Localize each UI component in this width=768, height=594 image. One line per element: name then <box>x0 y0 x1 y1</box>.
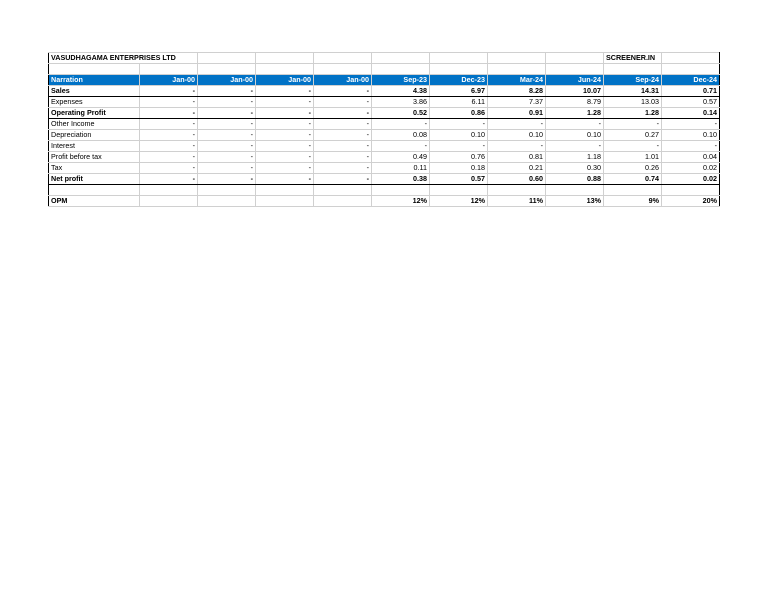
value-cell[interactable]: 0.14 <box>662 108 720 119</box>
narration-header[interactable]: Narration <box>49 75 140 86</box>
row-label[interactable]: Expenses <box>49 97 140 108</box>
cell[interactable] <box>662 185 720 196</box>
source-label[interactable]: SCREENER.IN <box>604 53 662 64</box>
value-cell[interactable]: - <box>314 108 372 119</box>
cell[interactable] <box>430 185 488 196</box>
cell[interactable] <box>198 64 256 75</box>
value-cell[interactable]: - <box>198 174 256 185</box>
value-cell[interactable]: 0.86 <box>430 108 488 119</box>
value-cell[interactable]: - <box>140 174 198 185</box>
table-row <box>49 130 720 141</box>
value-cell[interactable]: 0.10 <box>430 130 488 141</box>
value-cell[interactable]: 0.71 <box>662 86 720 97</box>
table-row <box>49 97 720 108</box>
value-cell[interactable]: - <box>314 141 372 152</box>
cell[interactable] <box>662 64 720 75</box>
value-cell[interactable]: 1.18 <box>546 152 604 163</box>
period-header[interactable]: Sep-23 <box>372 75 430 86</box>
cell[interactable] <box>604 185 662 196</box>
value-cell[interactable]: 1.28 <box>604 108 662 119</box>
value-cell[interactable]: - <box>314 174 372 185</box>
table-row <box>49 152 720 163</box>
value-cell[interactable]: - <box>140 119 198 130</box>
value-cell[interactable]: 10.07 <box>546 86 604 97</box>
row-label[interactable]: Profit before tax <box>49 152 140 163</box>
cell[interactable] <box>546 53 604 64</box>
value-cell[interactable]: 1.01 <box>604 152 662 163</box>
opm-value[interactable]: 9% <box>604 196 662 207</box>
value-cell[interactable]: 8.28 <box>488 86 546 97</box>
data-rows <box>49 86 720 185</box>
header-row <box>49 75 720 86</box>
value-cell[interactable]: 0.38 <box>372 174 430 185</box>
value-cell[interactable]: - <box>198 152 256 163</box>
value-cell[interactable]: 4.38 <box>372 86 430 97</box>
value-cell[interactable]: - <box>430 141 488 152</box>
value-cell[interactable]: - <box>198 86 256 97</box>
period-header[interactable]: Mar-24 <box>488 75 546 86</box>
cell[interactable] <box>488 64 546 75</box>
value-cell[interactable]: 6.11 <box>430 97 488 108</box>
value-cell[interactable]: 0.10 <box>546 130 604 141</box>
value-cell[interactable]: - <box>198 97 256 108</box>
cell[interactable] <box>314 53 372 64</box>
value-cell[interactable]: 0.74 <box>604 174 662 185</box>
value-cell[interactable]: - <box>372 119 430 130</box>
value-cell[interactable]: - <box>488 119 546 130</box>
value-cell[interactable]: - <box>256 141 314 152</box>
value-cell[interactable]: - <box>256 130 314 141</box>
cell[interactable] <box>256 53 314 64</box>
table-row <box>49 174 720 185</box>
value-cell[interactable]: 0.57 <box>662 97 720 108</box>
cell[interactable] <box>662 53 720 64</box>
value-cell[interactable]: - <box>256 86 314 97</box>
opm-value[interactable]: 12% <box>372 196 430 207</box>
cell[interactable] <box>198 185 256 196</box>
period-header[interactable]: Dec-24 <box>662 75 720 86</box>
value-cell[interactable]: - <box>314 97 372 108</box>
cell[interactable] <box>372 64 430 75</box>
period-header[interactable]: Sep-24 <box>604 75 662 86</box>
cell[interactable] <box>314 64 372 75</box>
value-cell[interactable]: - <box>662 119 720 130</box>
cell[interactable] <box>488 185 546 196</box>
value-cell[interactable]: 7.37 <box>488 97 546 108</box>
cell[interactable] <box>256 64 314 75</box>
row-label[interactable]: Sales <box>49 86 140 97</box>
value-cell[interactable]: - <box>488 141 546 152</box>
table-row <box>49 119 720 130</box>
period-header[interactable]: Jan-00 <box>256 75 314 86</box>
period-header[interactable]: Jan-00 <box>198 75 256 86</box>
row-label[interactable]: Interest <box>49 141 140 152</box>
value-cell[interactable]: - <box>314 152 372 163</box>
value-cell[interactable]: - <box>604 119 662 130</box>
value-cell[interactable]: - <box>604 141 662 152</box>
value-cell[interactable]: - <box>198 163 256 174</box>
value-cell[interactable]: - <box>140 163 198 174</box>
value-cell[interactable]: 3.86 <box>372 97 430 108</box>
row-label[interactable]: Depreciation <box>49 130 140 141</box>
value-cell[interactable]: 0.04 <box>662 152 720 163</box>
cell[interactable] <box>488 53 546 64</box>
period-header[interactable]: Jan-00 <box>140 75 198 86</box>
value-cell[interactable]: 0.49 <box>372 152 430 163</box>
value-cell[interactable]: 0.10 <box>662 130 720 141</box>
value-cell[interactable]: - <box>198 119 256 130</box>
value-cell[interactable]: 0.30 <box>546 163 604 174</box>
cell[interactable] <box>430 64 488 75</box>
opm-value[interactable] <box>198 196 256 207</box>
value-cell[interactable]: - <box>662 141 720 152</box>
value-cell[interactable]: 8.79 <box>546 97 604 108</box>
value-cell[interactable]: - <box>198 141 256 152</box>
value-cell[interactable]: - <box>198 130 256 141</box>
cell[interactable] <box>546 64 604 75</box>
opm-value[interactable] <box>314 196 372 207</box>
value-cell[interactable]: 0.26 <box>604 163 662 174</box>
cell[interactable] <box>430 53 488 64</box>
period-header[interactable]: Jun-24 <box>546 75 604 86</box>
value-cell[interactable]: 0.27 <box>604 130 662 141</box>
value-cell[interactable]: 0.52 <box>372 108 430 119</box>
table-row <box>49 108 720 119</box>
value-cell[interactable]: - <box>256 163 314 174</box>
value-cell[interactable]: 0.10 <box>488 130 546 141</box>
value-cell[interactable]: 0.08 <box>372 130 430 141</box>
value-cell[interactable]: 13.03 <box>604 97 662 108</box>
value-cell[interactable]: 0.88 <box>546 174 604 185</box>
cell[interactable] <box>256 185 314 196</box>
cell[interactable] <box>49 185 140 196</box>
value-cell[interactable]: - <box>140 86 198 97</box>
blank-row <box>49 64 720 75</box>
value-cell[interactable]: - <box>546 141 604 152</box>
value-cell[interactable]: - <box>198 108 256 119</box>
value-cell[interactable]: 0.57 <box>430 174 488 185</box>
value-cell[interactable]: 0.76 <box>430 152 488 163</box>
row-label[interactable]: Other Income <box>49 119 140 130</box>
cell[interactable] <box>49 64 140 75</box>
opm-value[interactable]: 20% <box>662 196 720 207</box>
opm-row <box>49 196 720 207</box>
value-cell[interactable]: 0.11 <box>372 163 430 174</box>
opm-label[interactable]: OPM <box>49 196 140 207</box>
value-cell[interactable]: - <box>140 97 198 108</box>
period-header[interactable]: Dec-23 <box>430 75 488 86</box>
value-cell[interactable]: - <box>256 119 314 130</box>
opm-value[interactable]: 13% <box>546 196 604 207</box>
cell[interactable] <box>372 185 430 196</box>
value-cell[interactable]: - <box>314 86 372 97</box>
title-row <box>49 53 720 64</box>
opm-value[interactable] <box>256 196 314 207</box>
value-cell[interactable]: 0.18 <box>430 163 488 174</box>
cell[interactable] <box>198 53 256 64</box>
value-cell[interactable]: 14.31 <box>604 86 662 97</box>
value-cell[interactable]: - <box>256 97 314 108</box>
cell[interactable] <box>140 185 198 196</box>
value-cell[interactable]: 1.28 <box>546 108 604 119</box>
cell[interactable] <box>314 185 372 196</box>
value-cell[interactable]: 0.91 <box>488 108 546 119</box>
cell[interactable] <box>546 185 604 196</box>
row-label[interactable]: Net profit <box>49 174 140 185</box>
value-cell[interactable]: - <box>140 130 198 141</box>
value-cell[interactable]: - <box>372 141 430 152</box>
value-cell[interactable]: - <box>314 119 372 130</box>
table-row <box>49 163 720 174</box>
cell[interactable] <box>140 64 198 75</box>
value-cell[interactable]: - <box>140 141 198 152</box>
row-label[interactable]: Tax <box>49 163 140 174</box>
value-cell[interactable]: 0.81 <box>488 152 546 163</box>
table-row <box>49 86 720 97</box>
blank-row <box>49 185 720 196</box>
value-cell[interactable]: - <box>546 119 604 130</box>
value-cell[interactable]: 0.60 <box>488 174 546 185</box>
spreadsheet-table <box>48 52 720 207</box>
opm-value[interactable]: 12% <box>430 196 488 207</box>
value-cell[interactable]: - <box>430 119 488 130</box>
value-cell[interactable]: - <box>256 174 314 185</box>
value-cell[interactable]: 0.02 <box>662 174 720 185</box>
company-name[interactable]: VASUDHAGAMA ENTERPRISES LTD <box>49 53 198 64</box>
value-cell[interactable]: - <box>140 152 198 163</box>
value-cell[interactable]: - <box>140 108 198 119</box>
value-cell[interactable]: - <box>256 108 314 119</box>
value-cell[interactable]: 0.21 <box>488 163 546 174</box>
row-label[interactable]: Operating Profit <box>49 108 140 119</box>
cell[interactable] <box>604 64 662 75</box>
opm-value[interactable]: 11% <box>488 196 546 207</box>
value-cell[interactable]: 0.02 <box>662 163 720 174</box>
value-cell[interactable]: - <box>256 152 314 163</box>
period-header[interactable]: Jan-00 <box>314 75 372 86</box>
value-cell[interactable]: - <box>314 163 372 174</box>
cell[interactable] <box>372 53 430 64</box>
table-row <box>49 141 720 152</box>
value-cell[interactable]: 6.97 <box>430 86 488 97</box>
value-cell[interactable]: - <box>314 130 372 141</box>
opm-value[interactable] <box>140 196 198 207</box>
